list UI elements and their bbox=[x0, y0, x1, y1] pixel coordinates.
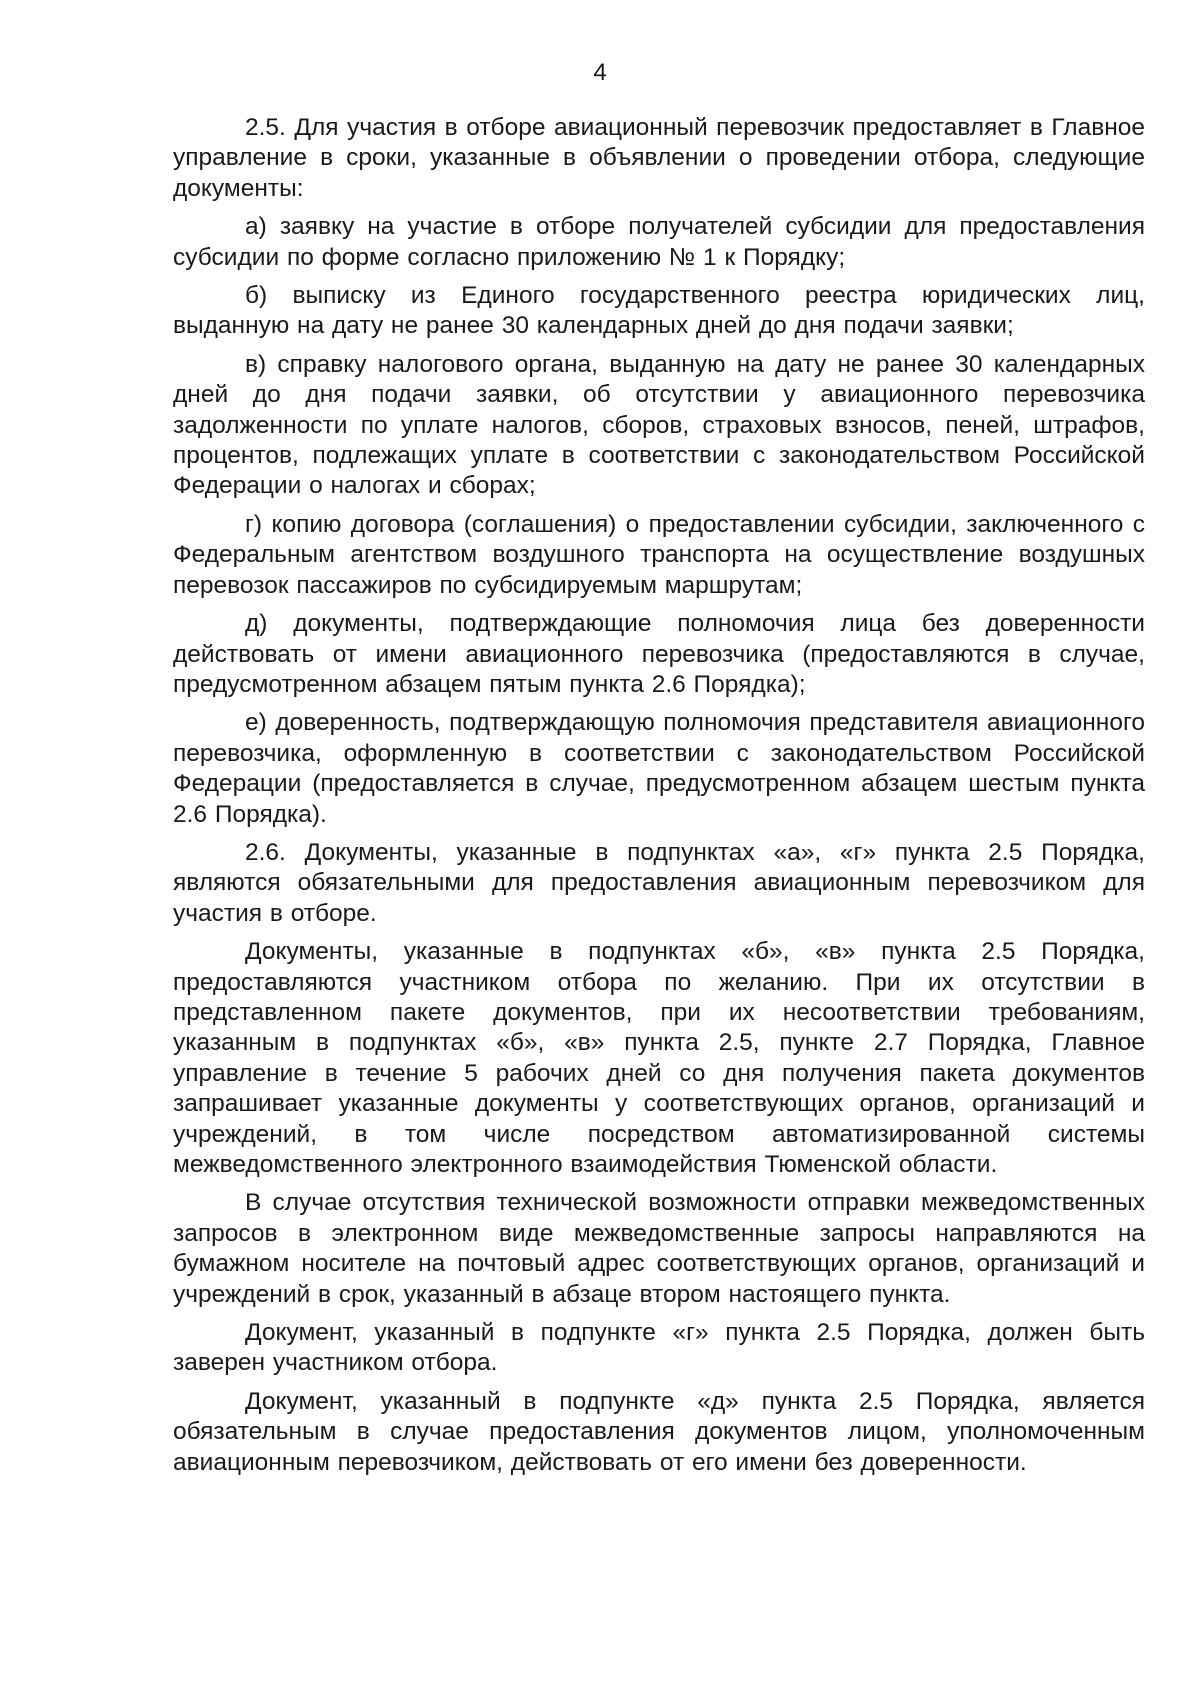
page-number: 4 bbox=[593, 59, 607, 86]
paragraph-2-6-second: Документы, указанные в подпунктах «б», «в» пункта 2.5 Порядка, предоставляются участником отбора по желанию. При их отсутствии в представленном пакете документов, при их несоответствии требованиям, указанным в подпунктах «б», «в» пункта 2.5, пункте 2.7 Порядка, Главное управление в течение 5 рабочих дней со дня получения пакета документов запрашивает указанные документы у соответствующих органов, организаций и учреждений, в том числе посредством автоматизированной системы межведомственного электронного взаимодействия Тюменской области. bbox=[173, 938, 1145, 1178]
paragraph-2-5-b: б) выписку из Единого государственного реестра юридических лиц, выданную на дату не ранее 30 календарных дней до дня подачи заявки; bbox=[173, 282, 1145, 340]
paragraph-2-5-e: е) доверенность, подтверждающую полномочия представителя авиационного перевозчика, оформленную в соответствии с законодательством Российской Федерации (предоставляется в случае, предусмотренном абзацем шестым пункта 2.6 Порядка). bbox=[173, 709, 1145, 828]
document-body bbox=[173, 113, 1145, 1486]
paragraph-2-5: 2.5. Для участия в отборе авиационный перевозчик предоставляет в Главное управление в сроки, указанные в объявлении о проведении отбора, следующие документы: bbox=[173, 114, 1145, 202]
paragraph-2-6-third: В случае отсутствия технической возможности отправки межведомственных запросов в электронном виде межведомственные запросы направляются на бумажном носителе на почтовый адрес соответствующих органов, организаций и учреждений в срок, указанный в абзаце втором настоящего пункта. bbox=[173, 1189, 1145, 1308]
paragraph-2-5-g: г) копию договора (соглашения) о предоставлении субсидии, заключенного с Федеральным агентством воздушного транспорта на осуществление воздушных перевозок пассажиров по субсидируемым маршрутам; bbox=[173, 510, 1145, 599]
paragraph-2-6-fourth: Документ, указанный в подпункте «г» пункта 2.5 Порядка, должен быть заверен участником отбора. bbox=[173, 1319, 1145, 1377]
paragraph-2-5-v: в) справку налогового органа, выданную на дату не ранее 30 календарных дней до дня подачи заявки, об отсутствии у авиационного перевозчика задолженности по уплате налогов, сборов, страховых взносов, пеней, штрафов, процентов, подлежащих уплате в соответствии с законодательством Российской Федерации о налогах и сборах; bbox=[173, 350, 1145, 500]
paragraph-2-5-d: д) документы, подтверждающие полномочия лица без доверенности действовать от имени авиационного перевозчика (предоставляются в случае, предусмотренном абзацем пятым пункта 2.6 Порядка); bbox=[173, 610, 1145, 698]
paragraph-2-6-fifth: Документ, указанный в подпункте «д» пункта 2.5 Порядка, является обязательным в случае предоставления документов лицом, уполномоченным авиационным перевозчиком, действовать от его имени без доверенности. bbox=[173, 1387, 1145, 1476]
paragraph-2-6: 2.6. Документы, указанные в подпунктах «а», «г» пункта 2.5 Порядка, являются обязательными для предоставления авиационным перевозчиком для участия в отборе. bbox=[173, 838, 1145, 927]
paragraph-2-5-a: а) заявку на участие в отборе получателей субсидии для предоставления субсидии по форме согласно приложению № 1 к Порядку; bbox=[173, 213, 1145, 271]
